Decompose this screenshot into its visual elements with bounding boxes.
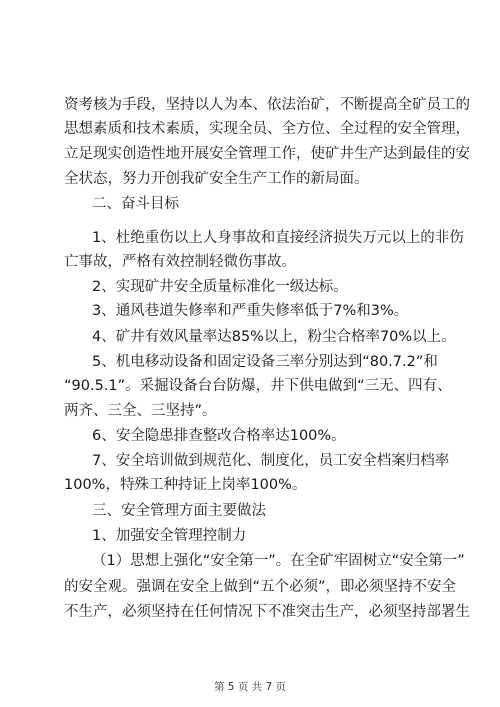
text-line: 不生产，必须坚持在任何情况下不准突击生产，必须坚持部署生	[64, 604, 470, 620]
text-line: 两齐、三全、三坚持”。	[64, 403, 217, 419]
text-line: 3、通风巷道失修率和严重失修率低于7%和3%。	[92, 303, 409, 319]
text-line: 1、加强安全管理控制力	[92, 528, 247, 544]
text-line: 立足现实创造性地开展安全管理工作，使矿井生产达到最佳的安	[64, 146, 470, 162]
text-line: 2、实现矿井安全质量标准化一级达标。	[92, 279, 348, 295]
text-line: “90.5.1”。采掘设备台台防爆，井下供电做到“三无、四有、	[64, 378, 452, 394]
text-line: 100%，特殊工种持证上岗率100%。	[64, 477, 307, 493]
text-line: 亡事故，严格有效控制轻微伤事故。	[64, 254, 296, 270]
text-line: 4、矿井有效风量率达85%以上，粉尘合格率70%以上。	[92, 329, 456, 345]
text-line: 二、奋斗目标	[92, 196, 179, 212]
text-line: 三、安全管理方面主要做法	[92, 503, 266, 519]
text-line: 6、安全隐患排查整改合格率达100%。	[92, 428, 346, 444]
text-line: 1、杜绝重伤以上人身事故和直接经济损失万元以上的非伤	[92, 230, 464, 246]
text-line: 全状态，努力开创我矿安全生产工作的新局面。	[64, 171, 369, 187]
text-line: （1）思想上强化“安全第一”。在全矿牢固树立“安全第一”	[92, 553, 465, 569]
text-line: 的安全观。强调在安全上做到“五个必须”，即必须坚持不安全	[64, 579, 457, 595]
page-footer: 第 5 页 共 7 页	[213, 681, 287, 693]
text-line: 思想素质和技术素质，实现全员、全方位、全过程的安全管理，	[64, 121, 470, 137]
text-line: 资考核为手段，坚持以人为本、依法治矿，不断提高全矿员工的	[64, 97, 470, 113]
text-line: 5、机电移动设备和固定设备三率分别达到“80.7.2”和	[92, 354, 438, 370]
text-line: 7、安全培训做到规范化、制度化，员工安全档案归档率	[92, 453, 450, 469]
